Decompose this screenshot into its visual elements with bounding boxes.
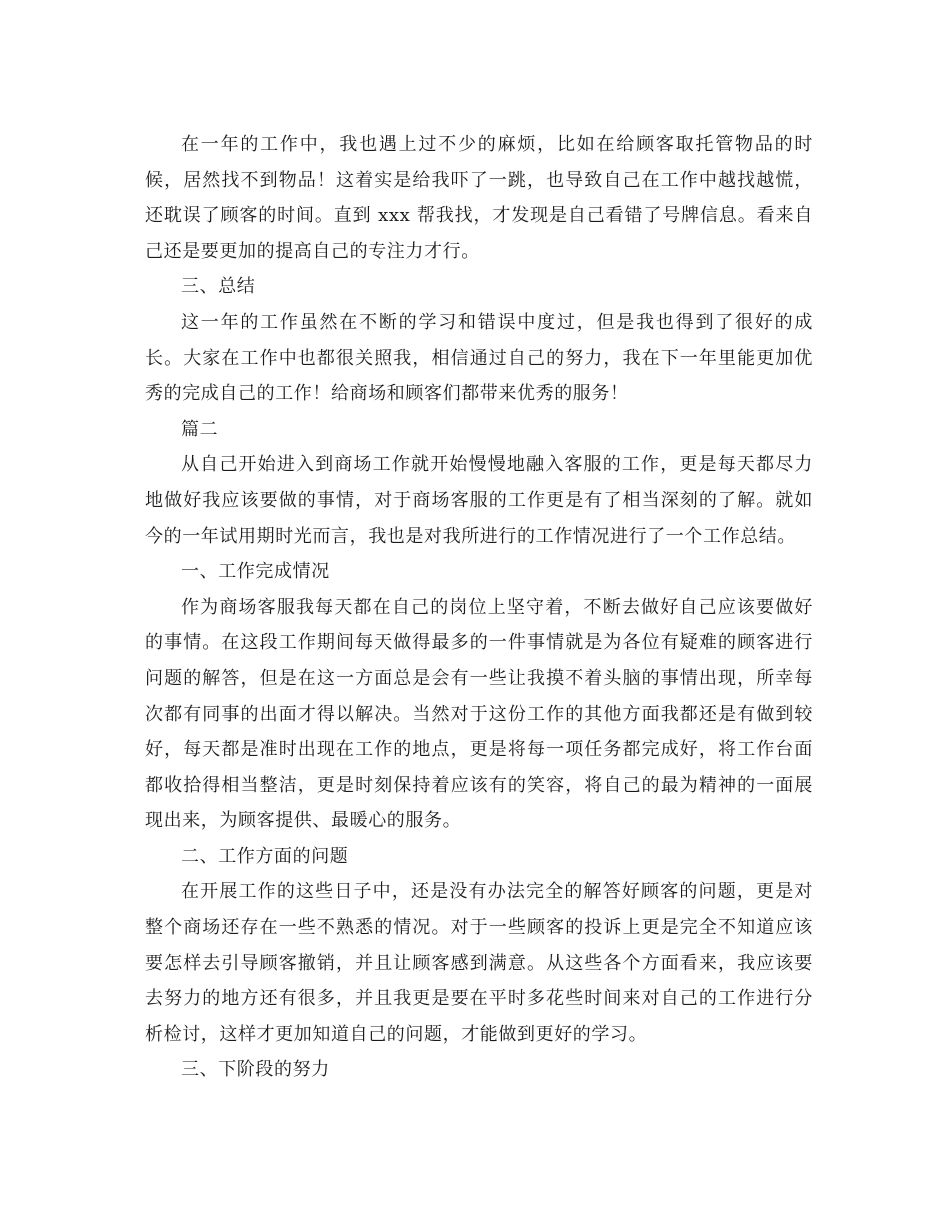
heading-work-problems: 二、工作方面的问题 — [181, 845, 349, 867]
heading-next-stage: 三、下阶段的努力 — [181, 1059, 330, 1081]
paragraph-work-problems: 在开展工作的这些日子中，还是没有办法完全的解答好顾客的问题，更是对整个商场还存在一些不熟悉的情况。对于一些顾客的投诉上更是完全不知道应该要怎样去引导顾客撤销，并且让顾客感到满意。从这些各个方面看来，我应该要去努力的地方还有很多，并且我更是要在平时多花些时间来对自己的工作进行分析检讨，这样才更加知道自己的问题，才能做到更好的学习。 — [145, 881, 813, 1045]
paragraph-lost-item: 在一年的工作中，我也遇上过不少的麻烦，比如在给顾客取托管物品的时候，居然找不到物品！这着实是给我吓了一跳，也导致自己在工作中越找越慌，还耽误了顾客的时间。直到 xxx 帮我找，才发现是自己看错了号牌信息。看来自己还是要更加的提高自己的专注力才行。 — [145, 134, 813, 262]
heading-work-completion: 一、工作完成情况 — [181, 561, 330, 583]
paragraph-intro: 从自己开始进入到商场工作就开始慢慢地融入客服的工作，更是每天都尽力地做好我应该要做的事情，对于商场客服的工作更是有了相当深刻的了解。就如今的一年试用期时光而言，我也是对我所进行的工作情况进行了一个工作总结。 — [145, 454, 813, 547]
paragraph-summary: 这一年的工作虽然在不断的学习和错误中度过，但是我也得到了很好的成长。大家在工作中也都很关照我，相信通过自己的努力，我在下一年里能更加优秀的完成自己的工作！给商场和顾客们都带来优秀的服务！ — [145, 311, 813, 405]
document-body — [145, 127, 813, 1088]
heading-part-two: 篇二 — [181, 418, 219, 440]
paragraph-work-completion: 作为商场客服我每天都在自己的岗位上坚守着，不断去做好自己应该要做好的事情。在这段工作期间每天做得最多的一件事情就是为各位有疑难的顾客进行问题的解答，但是在这一方面总是会有一些让我摸不着头脑的事情出现，所幸每次都有同事的出面才得以解决。当然对于这份工作的其他方面我都还是有做到较好，每天都是准时出现在工作的地点，更是将每一项任务都完成好，将工作台面都收拾得相当整洁，更是时刻保持着应该有的笑容，将自己的最为精神的一面展现出来，为顾客提供、最暖心的服务。 — [145, 596, 813, 832]
heading-summary: 三、总结 — [181, 276, 256, 298]
